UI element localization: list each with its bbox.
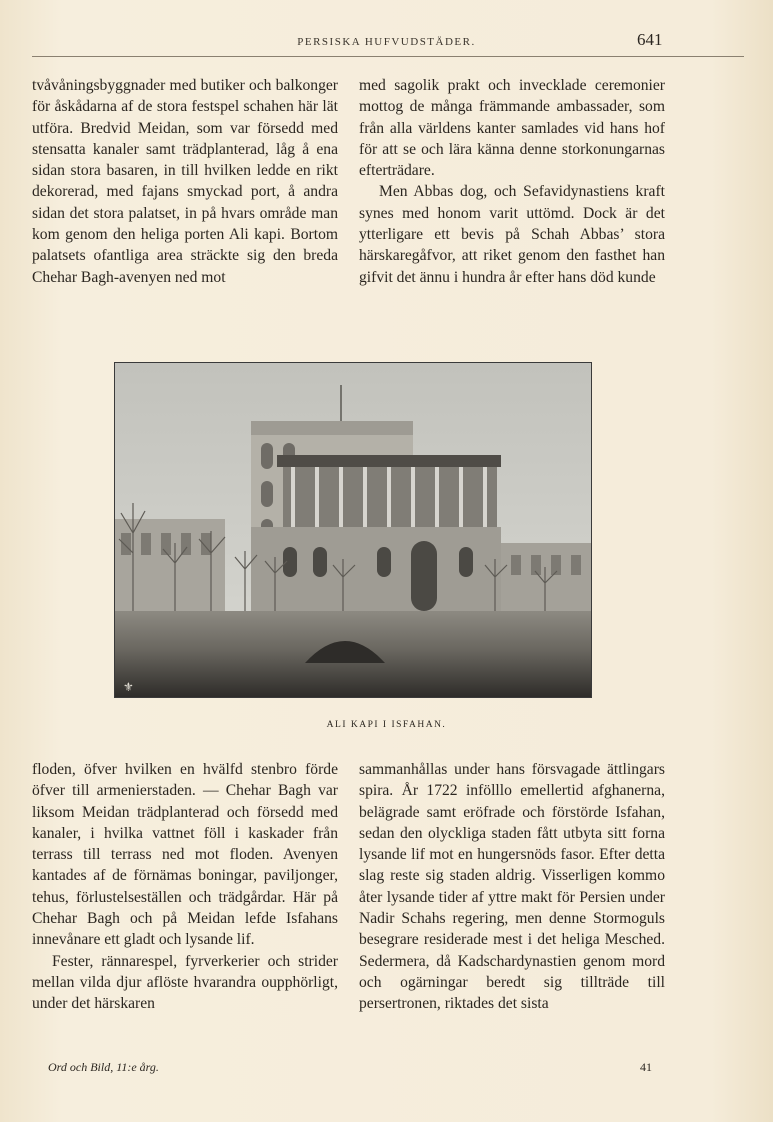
page-number: 641 [637, 30, 663, 49]
header-rule [32, 56, 744, 57]
column-bottom-right [359, 759, 665, 1015]
svg-text:⚜: ⚜ [123, 680, 134, 694]
paragraph: Men Abbas dog, och Sefavidynastiens kraft synes med honom varit uttömd. Dock är det ytterligare ett bevis på Schah Abbas’ stora härskaregåfvor, att riket genom den fasthet han gifvit det ännu i hundra år efter hans död kunde [359, 183, 665, 286]
column-bottom-left [32, 759, 338, 1015]
paragraph: Fester, rännarespel, fyrverkerier och strider mellan vilda djur aflöste hvarandra oupphörligt, under det härskaren [32, 952, 338, 1013]
running-head: PERSISKA HUFVUDSTÄDER. [297, 36, 476, 48]
column-top-right [359, 75, 665, 288]
paragraph: floden, öfver hvilken en hvälfd stenbro förde öfver till armenierstaden. — Chehar Bagh var liksom Meidan trädplanterad och försedd med kanaler, i hvilka vattnet föll i kaskader från terrass till terrass ned mot floden. Avenyen kantades af de förnämas boningar, paviljonger, tehus, förlustelseställen och trädgårdar. Här på Chehar Bagh och på Meidan lefde Isfahans innevånare ett gladt och lysande lif. [32, 761, 338, 949]
journal-footer: Ord och Bild, 11:e årg. [48, 1060, 159, 1074]
paragraph: sammanhållas under hans försvagade ättlingars spira. År 1722 infölllo emellertid afghanerna, belägrade samt eröfrade och förstörde Isfahan, sedan den olyckliga staden fått utbyta sitt forna lysande lif mot en hungersnöds fasor. Efter detta slag reste sig staden aldrig. Visserligen kommo åter lysande tider af yttre makt för Persien under Nadir Schahs regering, men denne Stormoguls besegrare residerade mest i det heliga Mesched. Sedermera, då Kadschardynastien genom mord och ogärningar beredt sig tillträde till persertronen, riktades det sista [359, 761, 665, 1013]
paragraph: med sagolik prakt och invecklade ceremonier mottog de många främmande ambassader, som från alla världens kanter samlades vid hans hof för att se och lära känna denne storkonungarnas efterträdare. [359, 77, 665, 180]
signature-mark: 41 [640, 1060, 652, 1074]
ali-kapi-photo [114, 362, 592, 698]
figure-caption: ALI KAPI I ISFAHAN. [326, 720, 447, 730]
ali-kapi-illustration [115, 363, 591, 697]
paragraph: tvåvåningsbyggnader med butiker och balkonger för åskådarna af de stora festspel schahen här lät utföra. Bredvid Meidan, som var försedd med stensatta kanaler samt trädplanterad, låg å ena sidan stora basaren, in till hvilken ledde en rikt dekorerad, med fajans smyckad port, å andra sidan det stora palatset, in på hvars område man kom genom den heliga porten Ali kapi. Bortom palatsets ofantliga area sträckte sig den breda Chehar Bagh-avenyen ned mot [32, 77, 338, 286]
column-top-left [32, 75, 338, 288]
